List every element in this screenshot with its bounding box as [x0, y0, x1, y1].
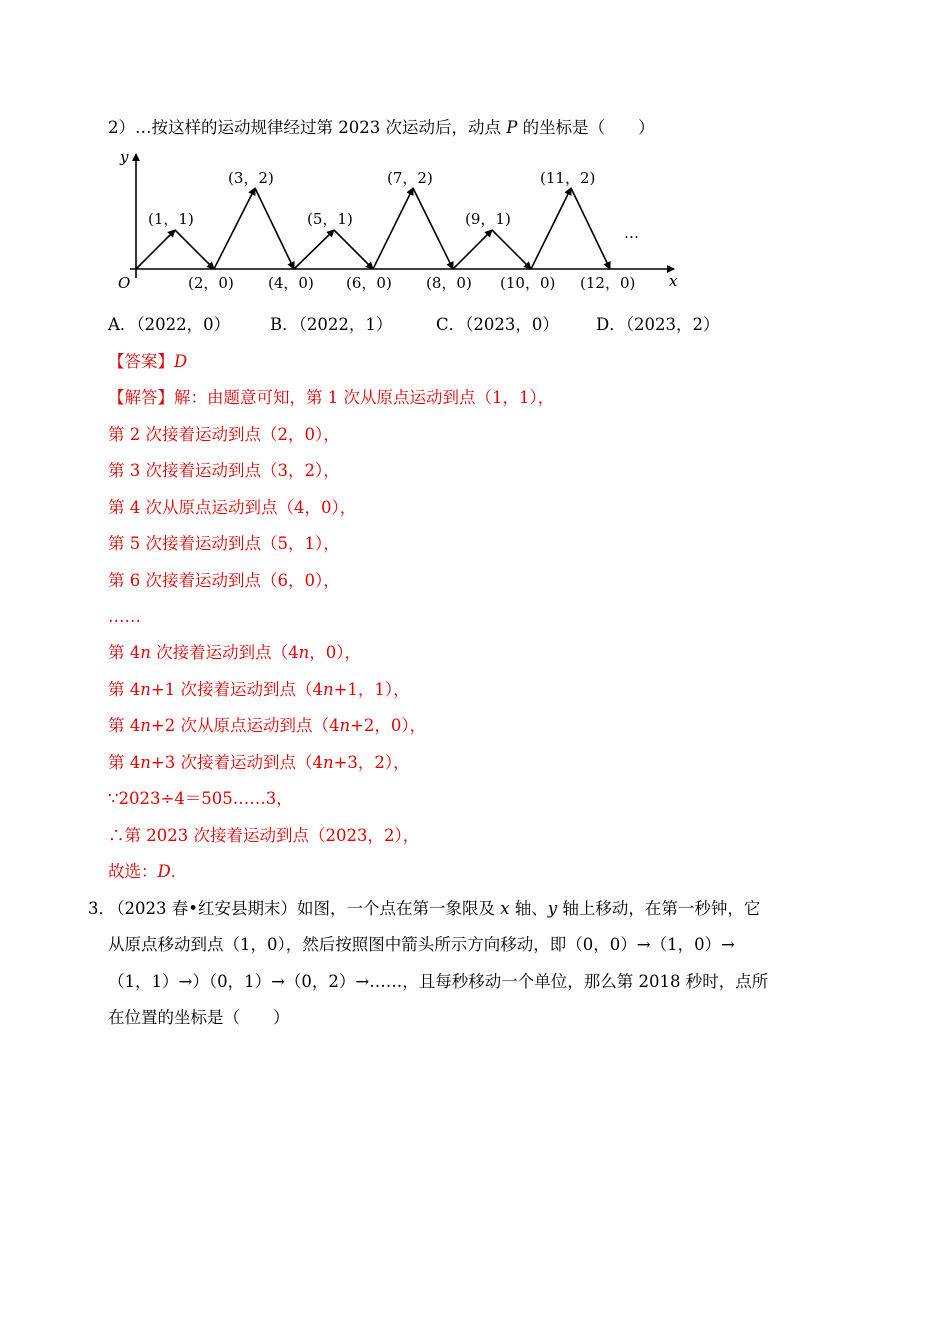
question-3-line-3: （1，1）→）（0，1）→（0，2）→……，且每秒移动一个单位，那么第 2018 秒时，点所	[108, 972, 769, 991]
solution-line-1	[108, 387, 554, 409]
text-part: 轴、	[509, 899, 548, 918]
choice-value: D	[157, 862, 171, 881]
text-part: 次接着运动到点（4	[150, 643, 299, 662]
segment-11	[531, 188, 571, 269]
segment-10	[492, 230, 531, 269]
variable-y: y	[547, 899, 558, 918]
continuation-ellipsis: …	[624, 224, 639, 242]
stem-text-pre: 2）…按这样的运动规律经过第 2023 次运动后，动点	[108, 118, 507, 137]
text-part: +3 次接着运动到点（4	[150, 753, 323, 772]
solution-step-5: 第 5 次接着运动到点（5，1），	[108, 534, 340, 553]
text-part: 第 4	[108, 643, 141, 662]
variable-x: x	[500, 899, 510, 918]
variable-n: n	[339, 716, 351, 735]
stem-variable: P	[506, 118, 518, 137]
text-part: 第 4	[108, 716, 141, 735]
text-part: +1 次接着运动到点（4	[150, 680, 323, 699]
text-part: +3，2），	[333, 753, 410, 772]
segment-12	[571, 188, 610, 269]
segment-8	[413, 188, 453, 269]
solution-step-6: 第 6 次接着运动到点（6，0），	[108, 571, 340, 590]
option-d-label: D．	[596, 315, 626, 334]
segment-6	[334, 230, 373, 269]
text-part: +2 次从原点运动到点（4	[150, 716, 340, 735]
segment-7	[373, 188, 413, 269]
solution-general-4n-plus-1	[108, 679, 410, 701]
point-label-7-2: (7，2)	[387, 169, 433, 187]
variable-n: n	[322, 680, 334, 699]
text-part: 第 4	[108, 680, 141, 699]
variable-n: n	[140, 643, 151, 662]
point-label-5-1: (5，1)	[307, 210, 353, 228]
solution-label: 【解答】	[108, 388, 174, 407]
text-part: +1，1），	[333, 680, 410, 699]
segment-5	[294, 230, 334, 269]
solution-because: ∵2023÷4＝505……3，	[108, 789, 293, 808]
point-label-12-0: (12，0)	[580, 274, 636, 292]
segment-1	[136, 230, 175, 269]
question-3-line-4: 在位置的坐标是（ ）	[108, 1008, 290, 1027]
text-part: 第 4	[108, 753, 141, 772]
answer-line	[108, 351, 187, 373]
segment-9	[453, 230, 492, 269]
solution-ellipsis: ……	[108, 607, 141, 626]
point-label-11-2: (11，2)	[540, 169, 596, 187]
option-a[interactable]	[108, 314, 230, 336]
text-part: （2023 春•红安县期末）如图，一个点在第一象限及	[108, 899, 501, 918]
segment-2	[175, 230, 214, 269]
stem-text-post: 的坐标是（ ）	[517, 118, 655, 137]
solution-general-4n-plus-2	[108, 715, 426, 737]
variable-n: n	[140, 753, 151, 772]
solution-first-text: 解：由题意可知，第 1 次从原点运动到点（1，1），	[174, 388, 555, 407]
option-b-label: B．	[270, 315, 299, 334]
choice-suffix: ．	[170, 862, 188, 881]
question-3-line-1	[108, 898, 760, 920]
variable-n: n	[140, 716, 151, 735]
answer-value: D	[174, 352, 188, 371]
option-d[interactable]	[596, 314, 719, 336]
point-label-9-1: (9，1)	[465, 210, 511, 228]
point-label-4-0: (4，0)	[268, 274, 314, 292]
y-axis-label: y	[120, 148, 129, 166]
point-label-2-0: (2，0)	[188, 274, 234, 292]
option-a-label: A．	[108, 315, 137, 334]
origin-label: O	[118, 274, 131, 292]
question-2-stem	[108, 117, 655, 139]
solution-step-3: 第 3 次接着运动到点（3，2），	[108, 461, 340, 480]
answer-label: 【答案】	[108, 352, 174, 371]
question-3-line-2: 从原点移动到点（1，0），然后按照图中箭头所示方向移动，即（0，0）→（1，0）→	[108, 935, 735, 954]
choice-prefix: 故选：	[108, 862, 158, 881]
segment-4	[255, 188, 294, 269]
point-label-1-1: (1，1)	[148, 210, 194, 228]
option-b[interactable]	[270, 314, 392, 336]
text-part: 轴上移动，在第一秒钟，它	[557, 899, 761, 918]
option-b-text: （2022，1）	[298, 315, 393, 334]
point-label-10-0: (10，0)	[500, 274, 556, 292]
point-label-3-2: (3，2)	[228, 169, 274, 187]
option-c-text: （2023，0）	[465, 315, 559, 334]
solution-general-4n	[108, 642, 361, 664]
text-part: ，0），	[309, 643, 362, 662]
question-3-number: 3．	[88, 899, 115, 918]
option-c[interactable]	[436, 314, 559, 336]
segment-3	[214, 188, 255, 269]
variable-n: n	[140, 680, 151, 699]
text-part: +2，0），	[350, 716, 427, 735]
solution-choice	[108, 861, 187, 883]
point-label-8-0: (8，0)	[426, 274, 472, 292]
solution-therefore: ∴第 2023 次接着运动到点（2023，2），	[108, 826, 420, 845]
option-a-text: （2022，0）	[136, 315, 231, 334]
solution-step-4: 第 4 次从原点运动到点（4，0），	[108, 498, 357, 517]
variable-n: n	[322, 753, 334, 772]
point-label-6-0: (6，0)	[346, 274, 392, 292]
x-axis-label: x	[669, 272, 678, 290]
solution-step-2: 第 2 次接着运动到点（2，0），	[108, 425, 340, 444]
option-c-label: C．	[436, 315, 466, 334]
motion-path-figure	[108, 146, 688, 296]
solution-general-4n-plus-3	[108, 752, 410, 774]
variable-n: n	[298, 643, 310, 662]
option-d-text: （2023，2）	[625, 315, 720, 334]
